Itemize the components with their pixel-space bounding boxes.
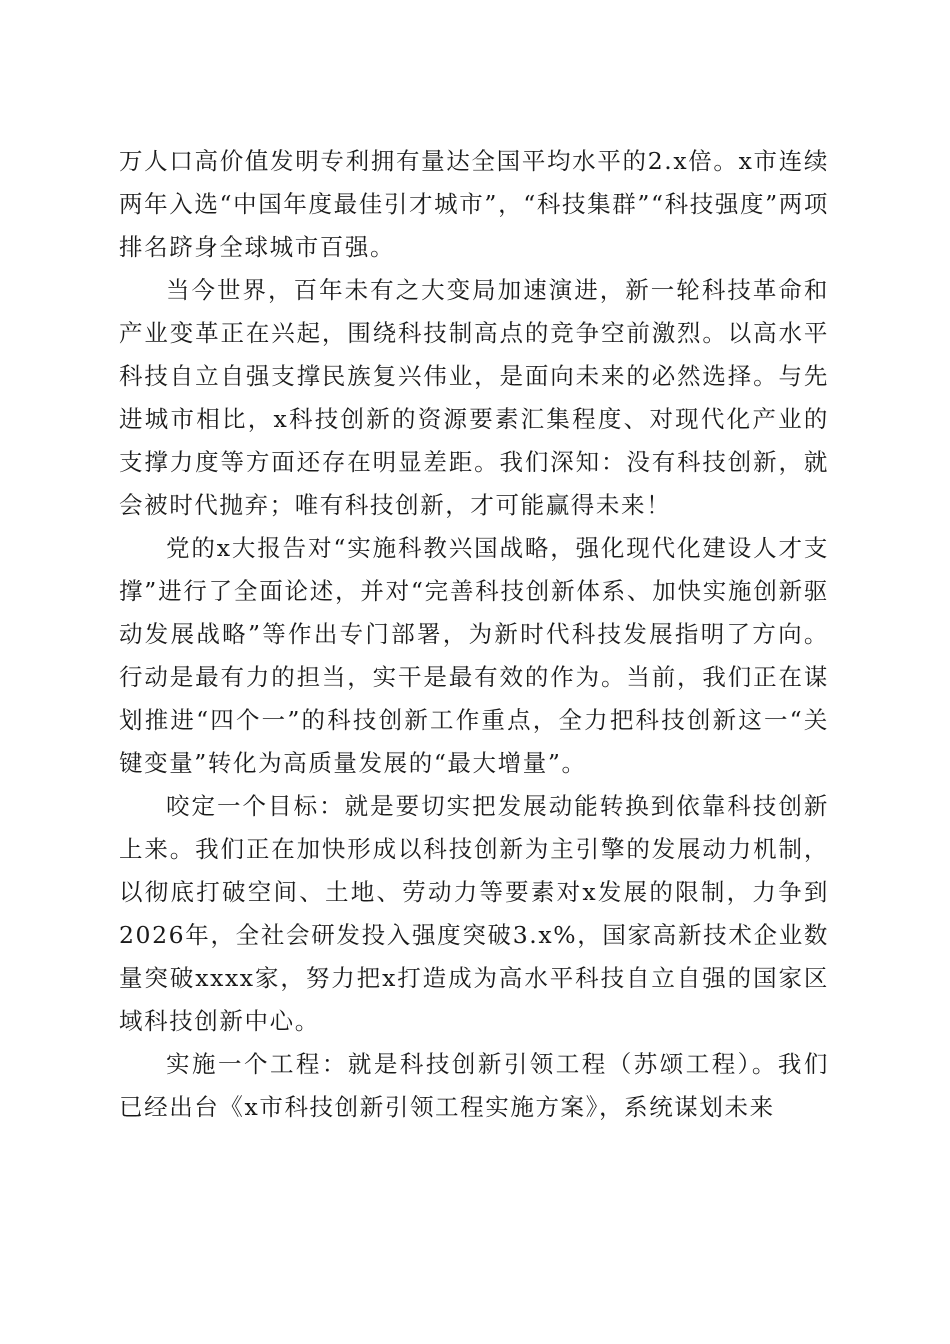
document-body <box>119 140 829 1129</box>
paragraph-3: 党的x大报告对“实施科教兴国战略，强化现代化建设人才支撑”进行了全面论述，并对“完善科技创新体系、加快实施创新驱动发展战略”等作出专门部署，为新时代科技发展指明了方向。行动是最有力的担当，实干是最有效的作为。当前，我们正在谋划推进“四个一”的科技创新工作重点，全力把科技创新这一“关键变量”转化为高质量发展的“最大增量”。 <box>119 534 829 777</box>
paragraph-1: 万人口高价值发明专利拥有量达全国平均水平的2.x倍。x市连续两年入选“中国年度最佳引才城市”，“科技集群”“科技强度”两项排名跻身全球城市百强。 <box>119 147 829 261</box>
paragraph-4: 咬定一个目标：就是要切实把发展动能转换到依靠科技创新上来。我们正在加快形成以科技创新为主引擎的发展动力机制，以彻底打破空间、土地、劳动力等要素对x发展的限制，力争到2026年，全社会研发投入强度突破3.x%，国家高新技术企业数量突破xxxx家，努力把x打造成为高水平科技自立自强的国家区域科技创新中心。 <box>119 792 829 1035</box>
paragraph-5: 实施一个工程：就是科技创新引领工程（苏颂工程）。我们已经出台《x市科技创新引领工程实施方案》，系统谋划未来 <box>119 1050 829 1121</box>
paragraph-2: 当今世界，百年未有之大变局加速演进，新一轮科技革命和产业变革正在兴起，围绕科技制高点的竞争空前激烈。以高水平科技自立自强支撑民族复兴伟业，是面向未来的必然选择。与先进城市相比，x科技创新的资源要素汇集程度、对现代化产业的支撑力度等方面还存在明显差距。我们深知：没有科技创新，就会被时代抛弃；唯有科技创新，才可能赢得未来！ <box>119 276 829 519</box>
